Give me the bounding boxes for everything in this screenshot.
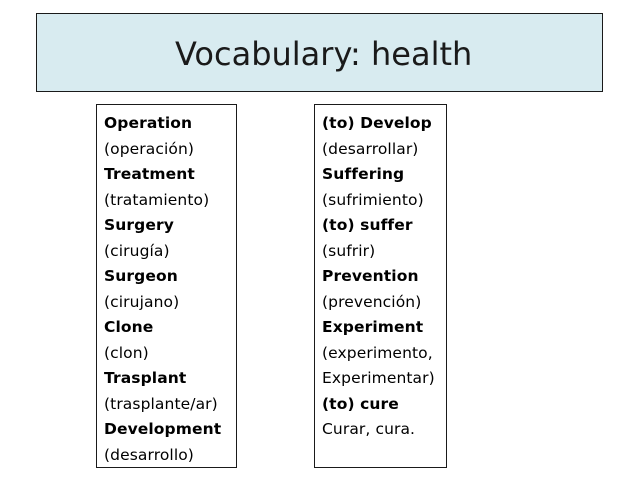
vocabulary-entry xyxy=(322,111,435,162)
vocabulary-term: Surgery xyxy=(104,216,174,234)
vocabulary-translation: (cirujano) xyxy=(104,292,180,311)
vocabulary-entry xyxy=(104,162,221,213)
vocabulary-entry xyxy=(322,264,435,315)
vocabulary-term: (to) cure xyxy=(322,394,399,413)
vocabulary-entry xyxy=(322,315,435,366)
vocabulary-list-right xyxy=(322,111,435,443)
vocabulary-entry xyxy=(104,111,221,162)
vocabulary-entry xyxy=(322,213,435,264)
vocabulary-term: Surgeon xyxy=(104,267,178,285)
vocabulary-entry xyxy=(322,162,435,213)
vocabulary-translation: (desarrollo) xyxy=(104,445,194,464)
slide-title: Vocabulary: health xyxy=(175,35,473,73)
vocabulary-box-left xyxy=(96,104,237,468)
vocabulary-term: Prevention xyxy=(322,267,419,285)
vocabulary-term: Operation xyxy=(104,114,193,132)
vocabulary-term: Experiment xyxy=(322,318,424,336)
vocabulary-translation: (sufrimiento) xyxy=(322,190,424,209)
vocabulary-entry xyxy=(104,417,221,468)
vocabulary-term: Treatment xyxy=(104,165,195,183)
vocabulary-translation: (operación) xyxy=(104,139,195,158)
vocabulary-entry xyxy=(104,366,221,417)
vocabulary-translation: (trasplante/ar) xyxy=(104,394,218,413)
vocabulary-term: Trasplant xyxy=(104,369,187,387)
vocabulary-translation: (clon) xyxy=(104,343,149,362)
vocabulary-entry xyxy=(322,392,435,443)
vocabulary-translation: Experimentar) xyxy=(322,369,435,387)
vocabulary-translation: (desarrollar) xyxy=(322,139,419,158)
vocabulary-entry xyxy=(104,213,221,264)
vocabulary-term: (to) suffer xyxy=(322,216,413,234)
vocabulary-translation: (cirugía) xyxy=(104,241,170,260)
vocabulary-translation: (prevención) xyxy=(322,292,422,311)
vocabulary-translation: (sufrir) xyxy=(322,241,376,260)
vocabulary-term: Suffering xyxy=(322,165,405,183)
vocabulary-translation: (tratamiento) xyxy=(104,190,210,209)
vocabulary-entry xyxy=(322,366,435,392)
title-banner xyxy=(36,13,603,92)
vocabulary-term: Development xyxy=(104,420,222,438)
vocabulary-translation: (experimento, xyxy=(322,343,433,362)
vocabulary-entry xyxy=(104,315,221,366)
vocabulary-list-left xyxy=(104,111,221,468)
vocabulary-box-right xyxy=(314,104,447,468)
vocabulary-term: (to) Develop xyxy=(322,114,432,132)
vocabulary-translation: Curar, cura. xyxy=(322,420,416,438)
vocabulary-entry xyxy=(104,264,221,315)
vocabulary-term: Clone xyxy=(104,318,154,336)
